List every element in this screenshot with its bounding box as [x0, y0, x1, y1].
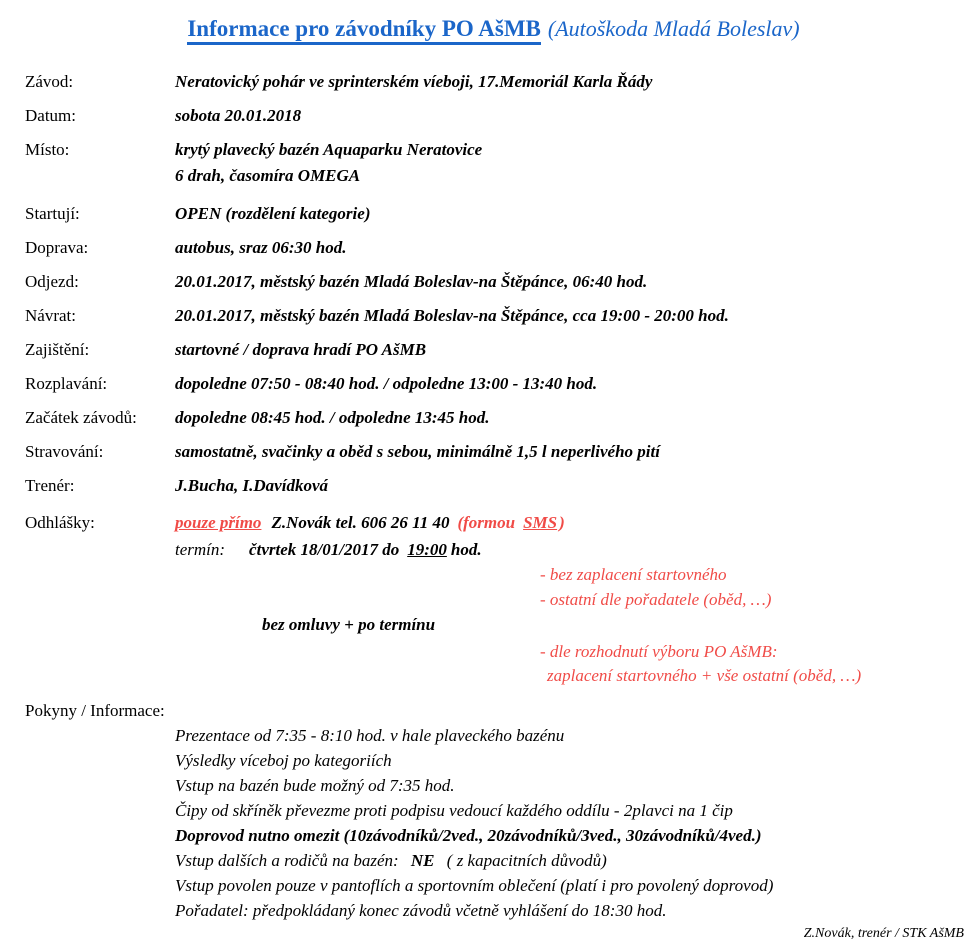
- info-row-misto: [25, 139, 962, 186]
- penalty-note-1: - bez zaplacení startovného: [540, 565, 727, 584]
- penalty-note-4: zaplacení startovného + vše ostatní (oběd, …): [547, 666, 862, 685]
- instruction-post-text: ( z kapacitních důvodů): [442, 851, 607, 870]
- row-value-line2: 6 drah, časomíra OMEGA: [175, 166, 361, 185]
- row-value: Neratovický pohár ve sprinterském víeboji, 17.Memoriál Karla Řády: [175, 72, 653, 91]
- row-value: J.Bucha, I.Davídková: [175, 476, 328, 495]
- row-value: [175, 139, 482, 186]
- via-suffix-text: ): [559, 513, 565, 532]
- info-row-datum: [25, 105, 962, 126]
- penalty-note-3: - dle rozhodnutí výboru PO AšMB:: [540, 642, 778, 661]
- row-label: Stravování:: [25, 442, 104, 461]
- row-label: Zajištění:: [25, 340, 90, 359]
- row-value: dopoledne 07:50 - 08:40 hod. / odpoledne 13:00 - 13:40 hod.: [175, 374, 598, 393]
- info-row-odjezd: [25, 271, 962, 292]
- instruction-item: Čipy od skříněk převezme proti podpisu vedoucí každého oddílu - 2plavci na 1 čip: [175, 801, 733, 820]
- row-value: [175, 512, 565, 560]
- deadline-date-text: čtvrtek 18/01/2017 do: [249, 540, 400, 559]
- row-label: Doprava:: [25, 238, 89, 257]
- penalty-note-2: - ostatní dle pořadatele (oběd, …): [540, 590, 772, 609]
- row-value: dopoledne 08:45 hod. / odpoledne 13:45 hod.: [175, 408, 490, 427]
- row-label: Datum:: [25, 106, 76, 125]
- no-excuse-text: bez omluvy + po termínu: [262, 615, 436, 634]
- signature-text: Z.Novák, trenér / STK AšMB: [803, 926, 964, 941]
- instruction-item-bold: Doprovod nutno omezit (10závodníků/2ved., 20závodníků/3ved., 30závodníků/4ved.): [175, 826, 762, 845]
- row-label: Odjezd:: [25, 272, 79, 291]
- cancellation-deadline-line: [175, 539, 565, 560]
- row-label: Místo:: [25, 140, 70, 159]
- info-row-zajisteni: [25, 339, 962, 360]
- contact-phone-text: Z.Novák tel. 606 26 11 40: [271, 513, 450, 532]
- row-label: Trenér:: [25, 476, 75, 495]
- row-label: Závod:: [25, 72, 74, 91]
- instruction-item: Výsledky víceboj po kategoriích: [175, 751, 392, 770]
- instruction-item: Prezentace od 7:35 - 8:10 hod. v hale plaveckého bazénu: [175, 726, 565, 745]
- instruction-item: Vstup na bazén bude možný od 7:35 hod.: [175, 776, 455, 795]
- row-value: 20.01.2017, městský bazén Mladá Boleslav-na Štěpánce, 06:40 hod.: [175, 272, 648, 291]
- deadline-time-text: 19:00: [407, 540, 447, 559]
- info-row-startuji: [25, 203, 962, 224]
- cancellation-contact-line: [175, 512, 565, 533]
- info-row-zacatek: [25, 407, 962, 428]
- info-row-odhlasky: [25, 512, 962, 560]
- via-prefix-text: (formou: [457, 513, 516, 532]
- row-label: Návrat:: [25, 306, 76, 325]
- instruction-item-mixed: [175, 848, 962, 873]
- instruction-item: Pořadatel: předpokládaný konec závodů včetně vyhlášení do 18:30 hod.: [175, 901, 667, 920]
- row-value: autobus, sraz 06:30 hod.: [175, 238, 347, 257]
- via-sms-text: SMS: [523, 513, 558, 532]
- instruction-pre-text: Vstup dalších a rodičů na bazén:: [175, 851, 403, 870]
- instruction-item: Vstup povolen pouze v pantoflích a sportovním oblečení (platí i pro povolený doprovod): [175, 876, 774, 895]
- row-value-line1: krytý plavecký bazén Aquaparku Neratovice: [175, 140, 483, 159]
- row-value: sobota 20.01.2018: [175, 106, 302, 125]
- info-row-trener: [25, 475, 962, 496]
- row-value: 20.01.2017, městský bazén Mladá Boleslav-na Štěpánce, cca 19:00 - 20:00 hod.: [175, 306, 729, 325]
- row-value: OPEN (rozdělení kategorie): [175, 204, 371, 223]
- document-title: [25, 14, 962, 47]
- instructions-heading: Pokyny / Informace:: [25, 701, 165, 720]
- info-row-stravovani: [25, 441, 962, 462]
- row-label: Startují:: [25, 204, 80, 223]
- info-row-navrat: [25, 305, 962, 326]
- info-row-rozplavani: [25, 373, 962, 394]
- row-value: startovné / doprava hradí PO AšMB: [175, 340, 427, 359]
- instructions-list: [25, 723, 962, 923]
- row-label: Rozplavání:: [25, 374, 108, 393]
- row-label: Odhlášky:: [25, 513, 95, 532]
- instruction-ne-text: NE: [410, 851, 435, 870]
- info-row-zavod: [25, 71, 962, 92]
- deadline-unit-text: hod.: [450, 540, 482, 559]
- deadline-label: termín:: [175, 540, 226, 559]
- info-row-doprava: [25, 237, 962, 258]
- only-directly-text: pouze přímo: [175, 513, 262, 532]
- title-main: Informace pro závodníky PO AšMB: [187, 16, 541, 45]
- row-label: Začátek závodů:: [25, 408, 137, 427]
- row-value: samostatně, svačinky a oběd s sebou, minimálně 1,5 l neperlivého pití: [175, 442, 660, 461]
- title-suffix: (Autoškoda Mladá Boleslav): [547, 16, 800, 41]
